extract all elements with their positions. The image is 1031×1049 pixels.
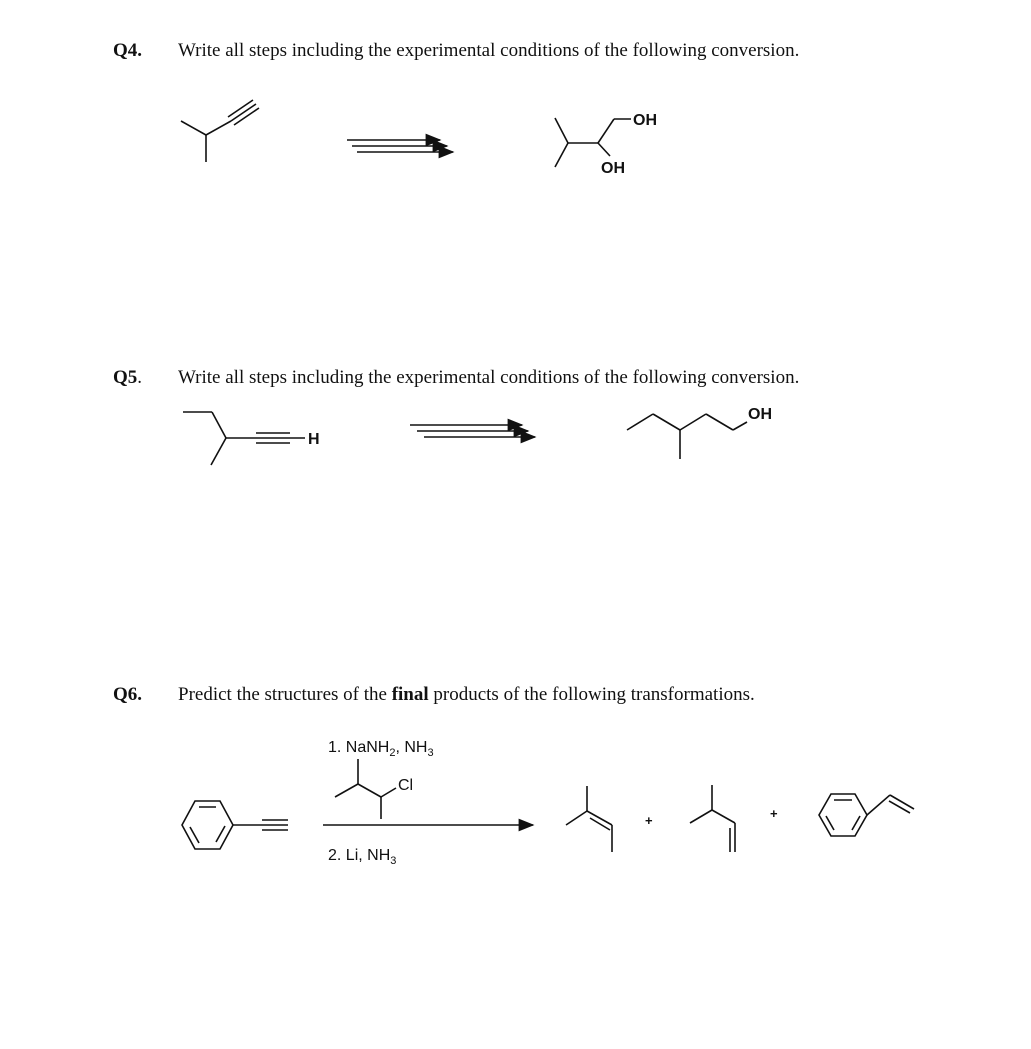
q4-label: Q4. xyxy=(113,40,143,61)
q5-text: Write all steps including the experimental conditions of the following conversion. xyxy=(178,367,800,388)
q4-oh-top: OH xyxy=(633,112,657,129)
q6-reagent-1: 1. NaNH$_2$, $NH_3$ xyxy=(328,739,434,759)
q5-multistep-arrow xyxy=(410,425,535,437)
q6-product-alkene-1 xyxy=(566,786,612,852)
q6-text: Predict the structures of the final products of the following transformations. xyxy=(178,684,755,705)
q6-label: Q6. xyxy=(113,684,143,705)
q4-oh-bottom: OH xyxy=(601,160,625,177)
q6-chloro-label: Cl xyxy=(398,777,414,794)
q6-reagent-2: 2. Li, $NH_3$ xyxy=(328,847,397,867)
q4-start-molecule xyxy=(181,100,259,162)
q6-start-molecule xyxy=(182,801,288,849)
q5-terminal-h: H xyxy=(308,431,320,448)
q5-product-molecule xyxy=(627,414,747,459)
q6-product-alkene-2 xyxy=(690,785,735,852)
q6-alkyl-chloride xyxy=(335,759,396,819)
q5-start-molecule xyxy=(183,412,305,465)
q6-product-styrene xyxy=(819,794,914,836)
q5-oh: OH xyxy=(748,406,772,423)
q6-plus-2: + xyxy=(770,806,778,821)
q4-multistep-arrow xyxy=(347,140,453,152)
q5-label: Q5. xyxy=(113,367,143,388)
q6-plus-1: + xyxy=(645,813,653,828)
q4-text: Write all steps including the experimental conditions of the following conversion. xyxy=(178,40,800,61)
